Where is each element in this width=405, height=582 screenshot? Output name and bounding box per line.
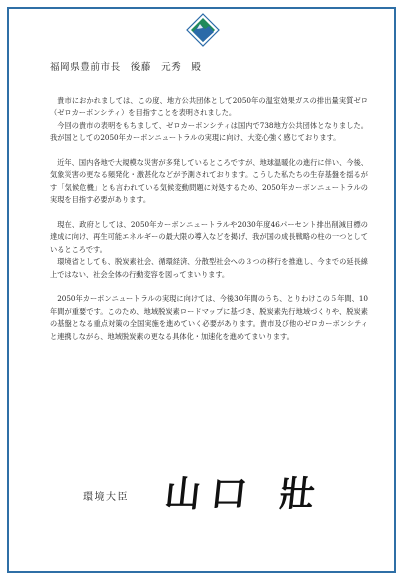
letter-body bbox=[50, 95, 368, 343]
paragraph-6: 2050年カーボンニュートラルの実現に向けては、今後30年間のうち、とりわけこの５年間、10年間が重要です。このため、地域脱炭素ロードマップに基づき、脱炭素先行地域づくりや、脱炭素の基盤となる重点対策の全国実施を進めていく必要があります。貴市及び他のゼロカーボンシティと連携しながら、地域脱炭素の更なる具体化・加速化を進めてまいります。 bbox=[50, 294, 368, 341]
paragraph-2: 今回の貴市の表明をもちまして、ゼロカーボンシティは国内で738地方公共団体となりました。我が国としての2050年カーボンニュートラルの実現に向け、大変心強く感じております。 bbox=[50, 120, 368, 143]
paragraph-gap bbox=[50, 145, 368, 157]
paragraph-3: 近年、国内各地で大規模な災害が多発しているところですが、地球温暖化の進行に伴い、今後、気象災害の更なる頻発化・激甚化などが予測されております。こうした私たちの生存基盤を揺るがす「気候危機」とも言われている気候変動問題に対処するため、2050年カーボンニュートラルの実現を目指す必要があります。 bbox=[50, 158, 368, 205]
header-logo bbox=[0, 10, 405, 52]
signatory-title: 環境大臣 bbox=[83, 492, 129, 503]
paragraph-gap bbox=[50, 281, 368, 293]
logo-box bbox=[183, 10, 223, 50]
signatory-name: 山口 壯 bbox=[162, 473, 328, 515]
addressee: 福岡県豊前市長 後藤 元秀 殿 bbox=[50, 62, 202, 73]
paragraph-4: 現在、政府としては、2050年カーボンニュートラルや2030年度46パーセント排出削減目標の達成に向け、再生可能エネルギーの最大限の導入などを掲げ、我が国の成長戦略の柱の一つとしているところです。 bbox=[50, 220, 368, 254]
paragraph-1: 貴市におかれましては、この度、地方公共団体として2050年の温室効果ガスの排出量実質ゼロ（ゼロカーボンシティ）を目指すことを表明されました。 bbox=[50, 96, 368, 118]
ministry-of-environment-emblem-icon bbox=[183, 10, 223, 50]
paragraph-5: 環境省としても、脱炭素社会、循環経済、分散型社会への３つの移行を推進し、今までの延長線上ではない、社会全体の行動変容を図ってまいります。 bbox=[50, 257, 368, 279]
paragraph-gap bbox=[50, 207, 368, 219]
